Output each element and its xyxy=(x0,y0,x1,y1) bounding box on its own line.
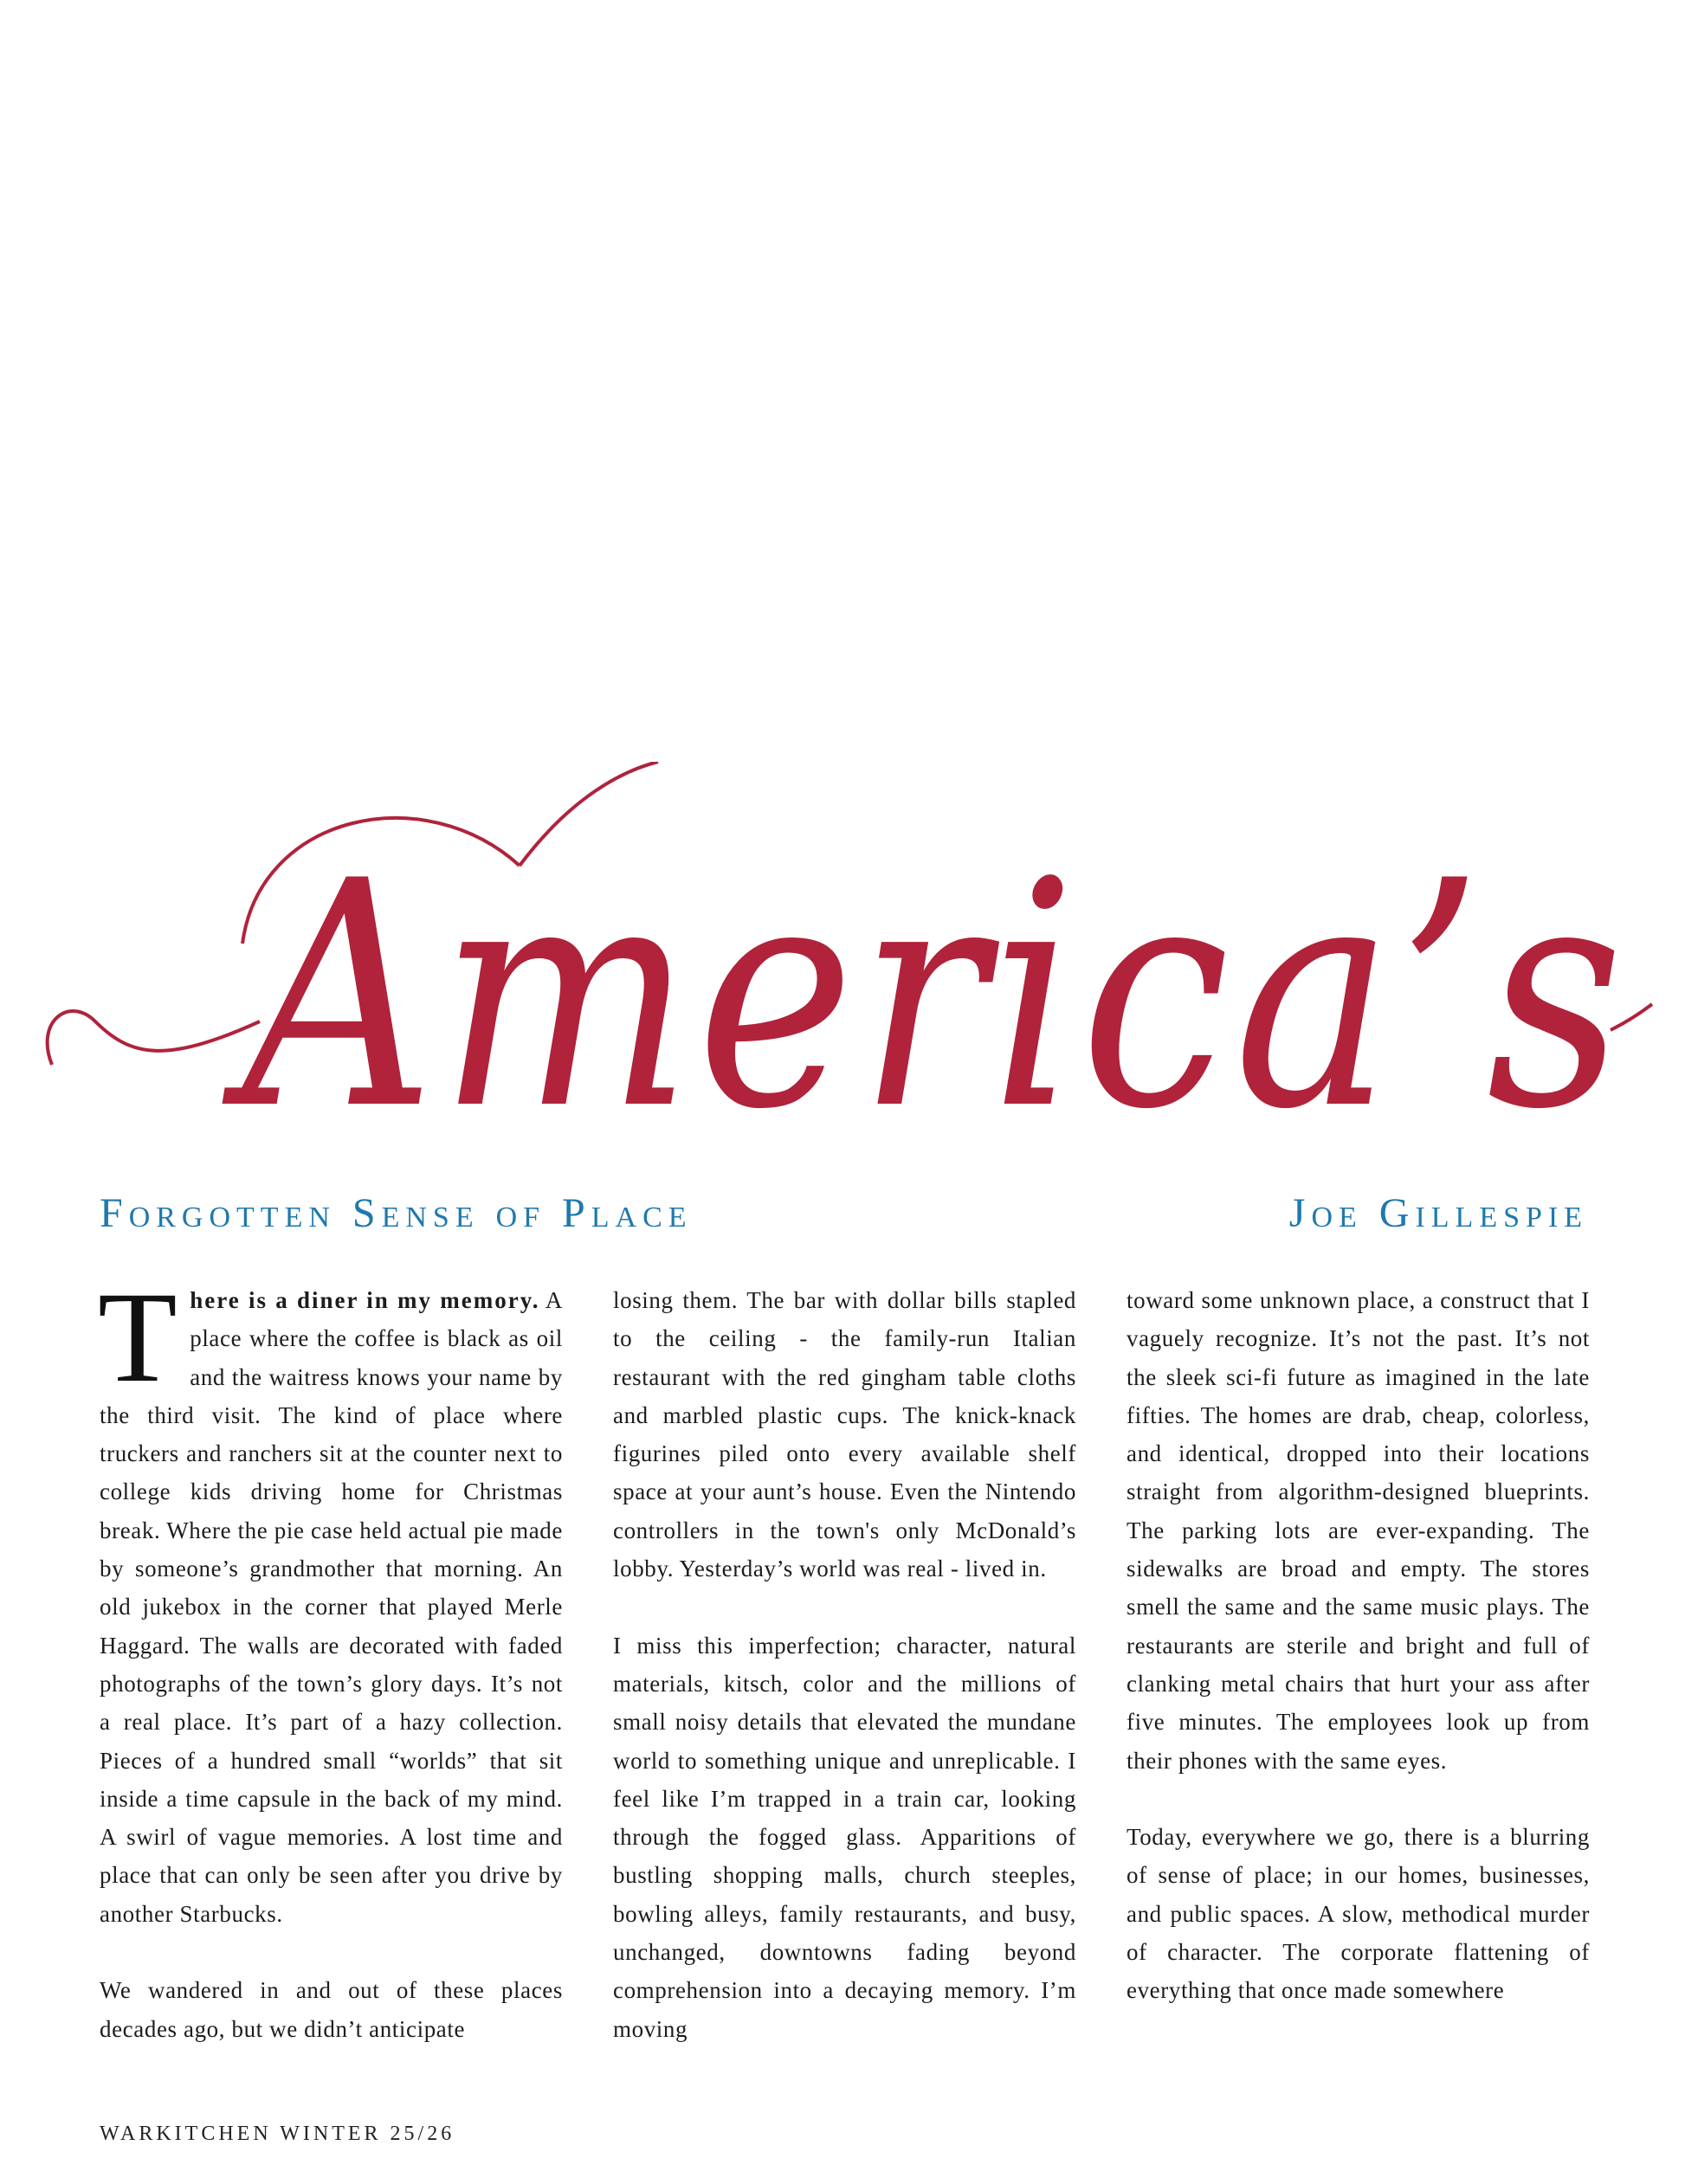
article-subtitle: Forgotten Sense of Place xyxy=(100,1190,693,1236)
drop-cap: T xyxy=(98,1266,178,1409)
lead-in: here is a diner in my memory. xyxy=(190,1287,540,1313)
paragraph: losing them. The bar with dollar bills stapled to the ceiling - the family-run Italian restaurant with the red gingham table cloths and marbled plastic cups. The knick-knack figurines piled onto every available shelf space at your aunt’s house. Even the Nintendo controllers in the town's only McDonald’s lobby. Yesterday’s world was real - lived in. xyxy=(613,1287,1076,1582)
text-column-3 xyxy=(1127,1281,1590,2048)
paragraph-text: A place where the coffee is black as oil and the waitress knows your name by the third visit. The kind of place where truckers and ranchers sit at the counter next to college kids driving home for Christmas break. Where the pie case held actual pie made by someone’s grandmother that morning. An old jukebox in the corner that played Merle Haggard. The walls are decorated with faded photographs of the town’s glory days. It’s not a real place. It’s part of a hazy collection. Pieces of a hundred small “worlds” that sit inside a time capsule in the back of my mind. A swirl of vague memories. A lost time and place that can only be seen after you drive by another Starbucks. xyxy=(100,1287,563,1927)
paragraph: Today, everywhere we go, there is a blurring of sense of place; in our homes, businesses, and public spaces. A slow, methodical murder of character. The corporate flattening of everything that once made somewhere xyxy=(1127,1824,1590,2004)
article-author: Joe Gillespie xyxy=(1288,1190,1588,1236)
paragraph xyxy=(98,1266,563,1933)
page-footer: WARKITCHEN WINTER 25/26 xyxy=(100,2123,455,2145)
paragraph: toward some unknown place, a construct that I vaguely recognize. It’s not the past. It’s not the sleek sci-fi future as imagined in the late fifties. The homes are drab, cheap, colorless, and identical, dropped into their locations straight from algorithm-designed blueprints. The parking lots are ever-expanding. The sidewalks are broad and empty. The stores smell the same and the same music plays. The restaurants are sterile and bright and full of clanking metal chairs that hurt your ass after five minutes. The employees look up from their phones with the same eyes. xyxy=(1127,1287,1590,1774)
article-title xyxy=(35,762,1654,1160)
text-column-2 xyxy=(613,1281,1076,2086)
title-script-svg xyxy=(35,762,1654,1160)
title-swash-left xyxy=(48,1011,260,1065)
paragraph: I miss this imperfection; character, natural materials, kitsch, color and the millions of small noisy details that elevated the mundane world to something unique and unreplicable. I feel like I’m trapped in a train car, looking through the fogged glass. Apparitions of bustling shopping malls, church steeples, bowling alleys, family restaurants, and busy, unchanged, downtowns fading beyond comprehension into a decaying memory. I’m moving xyxy=(613,1632,1076,2042)
title-text: America’s xyxy=(221,815,1629,1160)
text-column-1 xyxy=(98,1266,563,2086)
paragraph: We wandered in and out of these places decades ago, but we didn’t anticipate xyxy=(100,1977,563,2042)
